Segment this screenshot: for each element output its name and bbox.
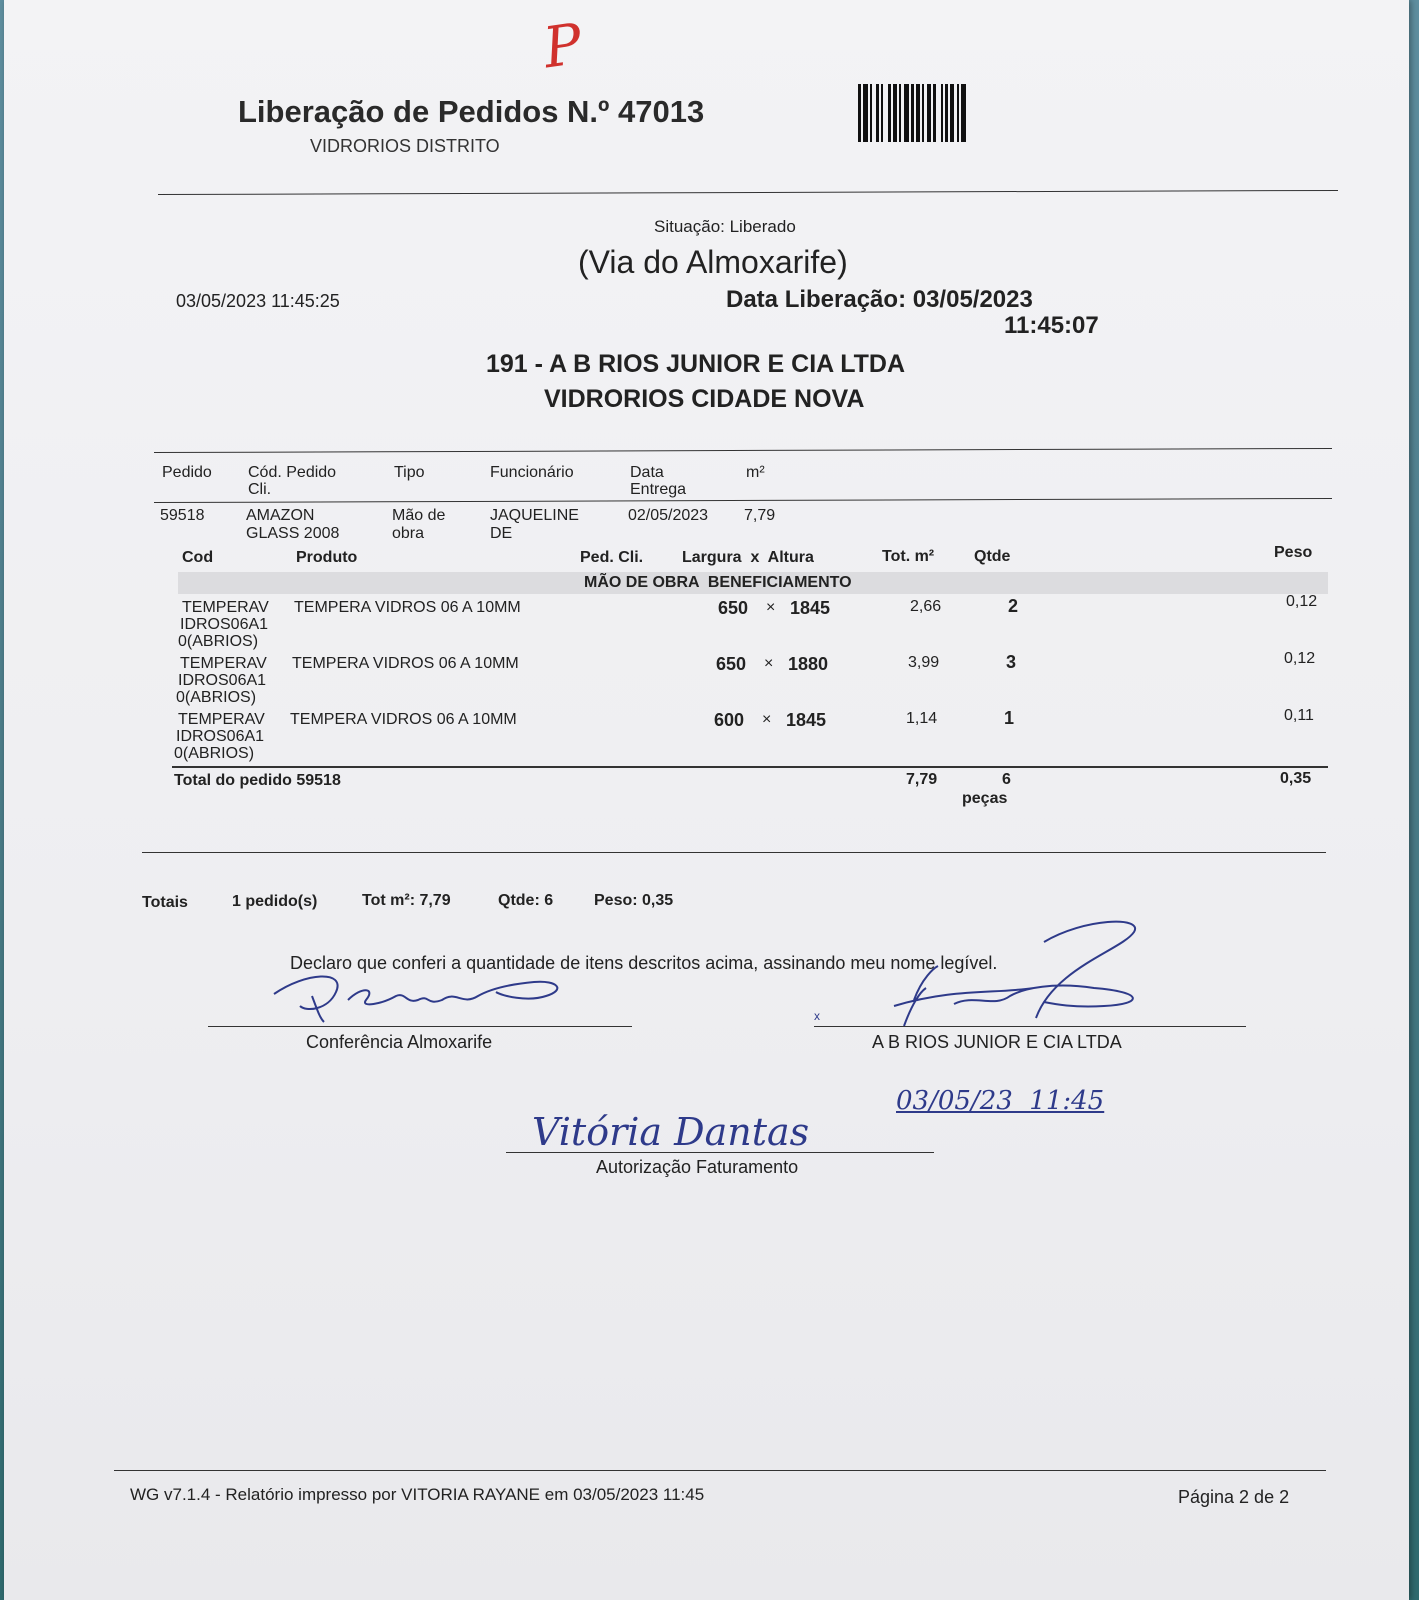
document-sheet: [4, 0, 1409, 1600]
order-total-qty: 6: [1002, 771, 1011, 788]
order-delivery-date: 02/05/2023: [628, 507, 709, 524]
item-width: 600: [714, 710, 745, 730]
item-code-2: IDROS06A1: [176, 728, 265, 745]
print-timestamp: 03/05/2023 11:45:25: [176, 291, 340, 311]
footer-print-info: WG v7.1.4 - Relatório impresso por VITORIA RAYANE em 03/05/2023 11:45: [130, 1485, 705, 1504]
col-dimensions: Largura x Altura: [682, 549, 814, 566]
col-data: Data: [630, 464, 664, 481]
item-times: ×: [764, 655, 774, 672]
copy-designation: (Via do Almoxarife): [578, 244, 848, 280]
signature-client: [804, 908, 1184, 1028]
col-peso: Peso: [1274, 544, 1313, 561]
item-width: 650: [716, 654, 747, 674]
item-code-3: 0(ABRIOS): [174, 745, 255, 762]
item-code-2: IDROS06A1: [178, 672, 267, 689]
totals-qty: Qtde: 6: [498, 892, 554, 909]
item-m2: 1,14: [906, 710, 938, 727]
col-tot-m2: Tot. m²: [882, 548, 935, 565]
client-branch: VIDRORIOS CIDADE NOVA: [544, 385, 865, 413]
divider: [158, 190, 1338, 195]
status-text: Situação: Liberado: [654, 217, 796, 236]
handwritten-datetime: 03/05/23 11:45: [896, 1086, 1105, 1116]
item-times: ×: [762, 711, 772, 728]
item-weight: 0,11: [1284, 707, 1314, 724]
col-tipo: Tipo: [394, 464, 425, 481]
signature-label-faturamento: Autorização Faturamento: [596, 1157, 799, 1177]
order-total-label: Total do pedido 59518: [174, 772, 341, 789]
order-client-code: AMAZON: [246, 507, 315, 524]
signature-almoxarife: [266, 966, 586, 1026]
col-ped-cli: Ped. Cli.: [580, 549, 644, 566]
item-height: 1880: [788, 654, 829, 674]
divider: [142, 852, 1326, 853]
handwritten-name: Vitória Dantas: [532, 1110, 810, 1154]
divider: [172, 766, 1328, 768]
order-total-weight: 0,35: [1280, 770, 1312, 787]
item-product: TEMPERA VIDROS 06 A 10MM: [292, 655, 519, 672]
section-label: MÃO DE OBRA BENEFICIAMENTO: [584, 574, 852, 591]
order-number: 59518: [160, 507, 205, 524]
item-code-2: IDROS06A1: [180, 616, 269, 633]
signature-line: [814, 1026, 1246, 1027]
order-m2: 7,79: [744, 507, 776, 524]
item-times: ×: [766, 599, 776, 616]
totals-label: Totais: [142, 894, 188, 911]
col-cod: Cod: [182, 549, 214, 566]
divider: [154, 448, 1332, 453]
document-title: Liberação de Pedidos N.º 47013: [238, 94, 705, 129]
order-client-code-2: GLASS 2008: [246, 525, 340, 542]
order-employee-2: DE: [490, 525, 513, 542]
item-qty: 1: [1004, 708, 1015, 728]
col-qtde: Qtde: [974, 548, 1011, 565]
col-cod-pedido-2: Cli.: [248, 481, 272, 498]
item-m2: 3,99: [908, 654, 940, 671]
issuer-company: VIDRORIOS DISTRITO: [310, 136, 500, 156]
item-qty: 3: [1006, 652, 1017, 672]
footer-page-number: Página 2 de 2: [1178, 1487, 1290, 1507]
item-product: TEMPERA VIDROS 06 A 10MM: [290, 711, 517, 728]
svg-text:x: x: [814, 1009, 820, 1023]
release-time: 11:45:07: [1004, 312, 1099, 339]
client-name: 191 - A B RIOS JUNIOR E CIA LTDA: [486, 350, 906, 378]
order-employee: JAQUELINE: [490, 507, 579, 524]
item-code-3: 0(ABRIOS): [178, 633, 259, 650]
red-handwritten-mark: P: [539, 11, 587, 82]
item-height: 1845: [790, 598, 831, 618]
col-funcionario: Funcionário: [490, 464, 574, 481]
order-total-m2: 7,79: [906, 771, 938, 788]
divider: [114, 1470, 1326, 1471]
totals-weight: Peso: 0,35: [594, 892, 674, 909]
col-cod-pedido: Cód. Pedido: [248, 464, 337, 481]
col-data-2: Entrega: [630, 481, 687, 498]
barcode-bar: [961, 84, 966, 142]
order-type-2: obra: [392, 525, 425, 542]
item-code: TEMPERAV: [182, 599, 269, 616]
item-qty: 2: [1008, 596, 1019, 616]
declaration-text: Declaro que conferi a quantidade de itens descritos acima, assinando meu nome legível.: [290, 953, 998, 973]
item-m2: 2,66: [910, 598, 942, 615]
signature-label-client: A B RIOS JUNIOR E CIA LTDA: [872, 1032, 1122, 1052]
col-pedido: Pedido: [162, 464, 212, 481]
item-width: 650: [718, 598, 749, 618]
item-weight: 0,12: [1284, 650, 1316, 667]
signature-line: [506, 1152, 934, 1153]
divider: [154, 498, 1332, 503]
totals-orders: 1 pedido(s): [232, 893, 318, 910]
order-total-unit: peças: [962, 790, 1008, 807]
signature-line: [208, 1026, 632, 1027]
totals-m2: Tot m²: 7,79: [362, 892, 451, 909]
item-code: TEMPERAV: [180, 655, 267, 672]
item-code: TEMPERAV: [178, 711, 265, 728]
order-type: Mão de: [392, 507, 446, 524]
col-m2: m²: [746, 464, 765, 481]
item-code-3: 0(ABRIOS): [176, 689, 257, 706]
item-product: TEMPERA VIDROS 06 A 10MM: [294, 599, 521, 616]
barcode-icon: [858, 84, 1068, 142]
item-weight: 0,12: [1286, 593, 1318, 610]
signature-label-almoxarife: Conferência Almoxarife: [306, 1032, 493, 1052]
col-produto: Produto: [296, 549, 358, 566]
item-height: 1845: [786, 710, 827, 730]
release-date: Data Liberação: 03/05/2023: [726, 286, 1033, 313]
